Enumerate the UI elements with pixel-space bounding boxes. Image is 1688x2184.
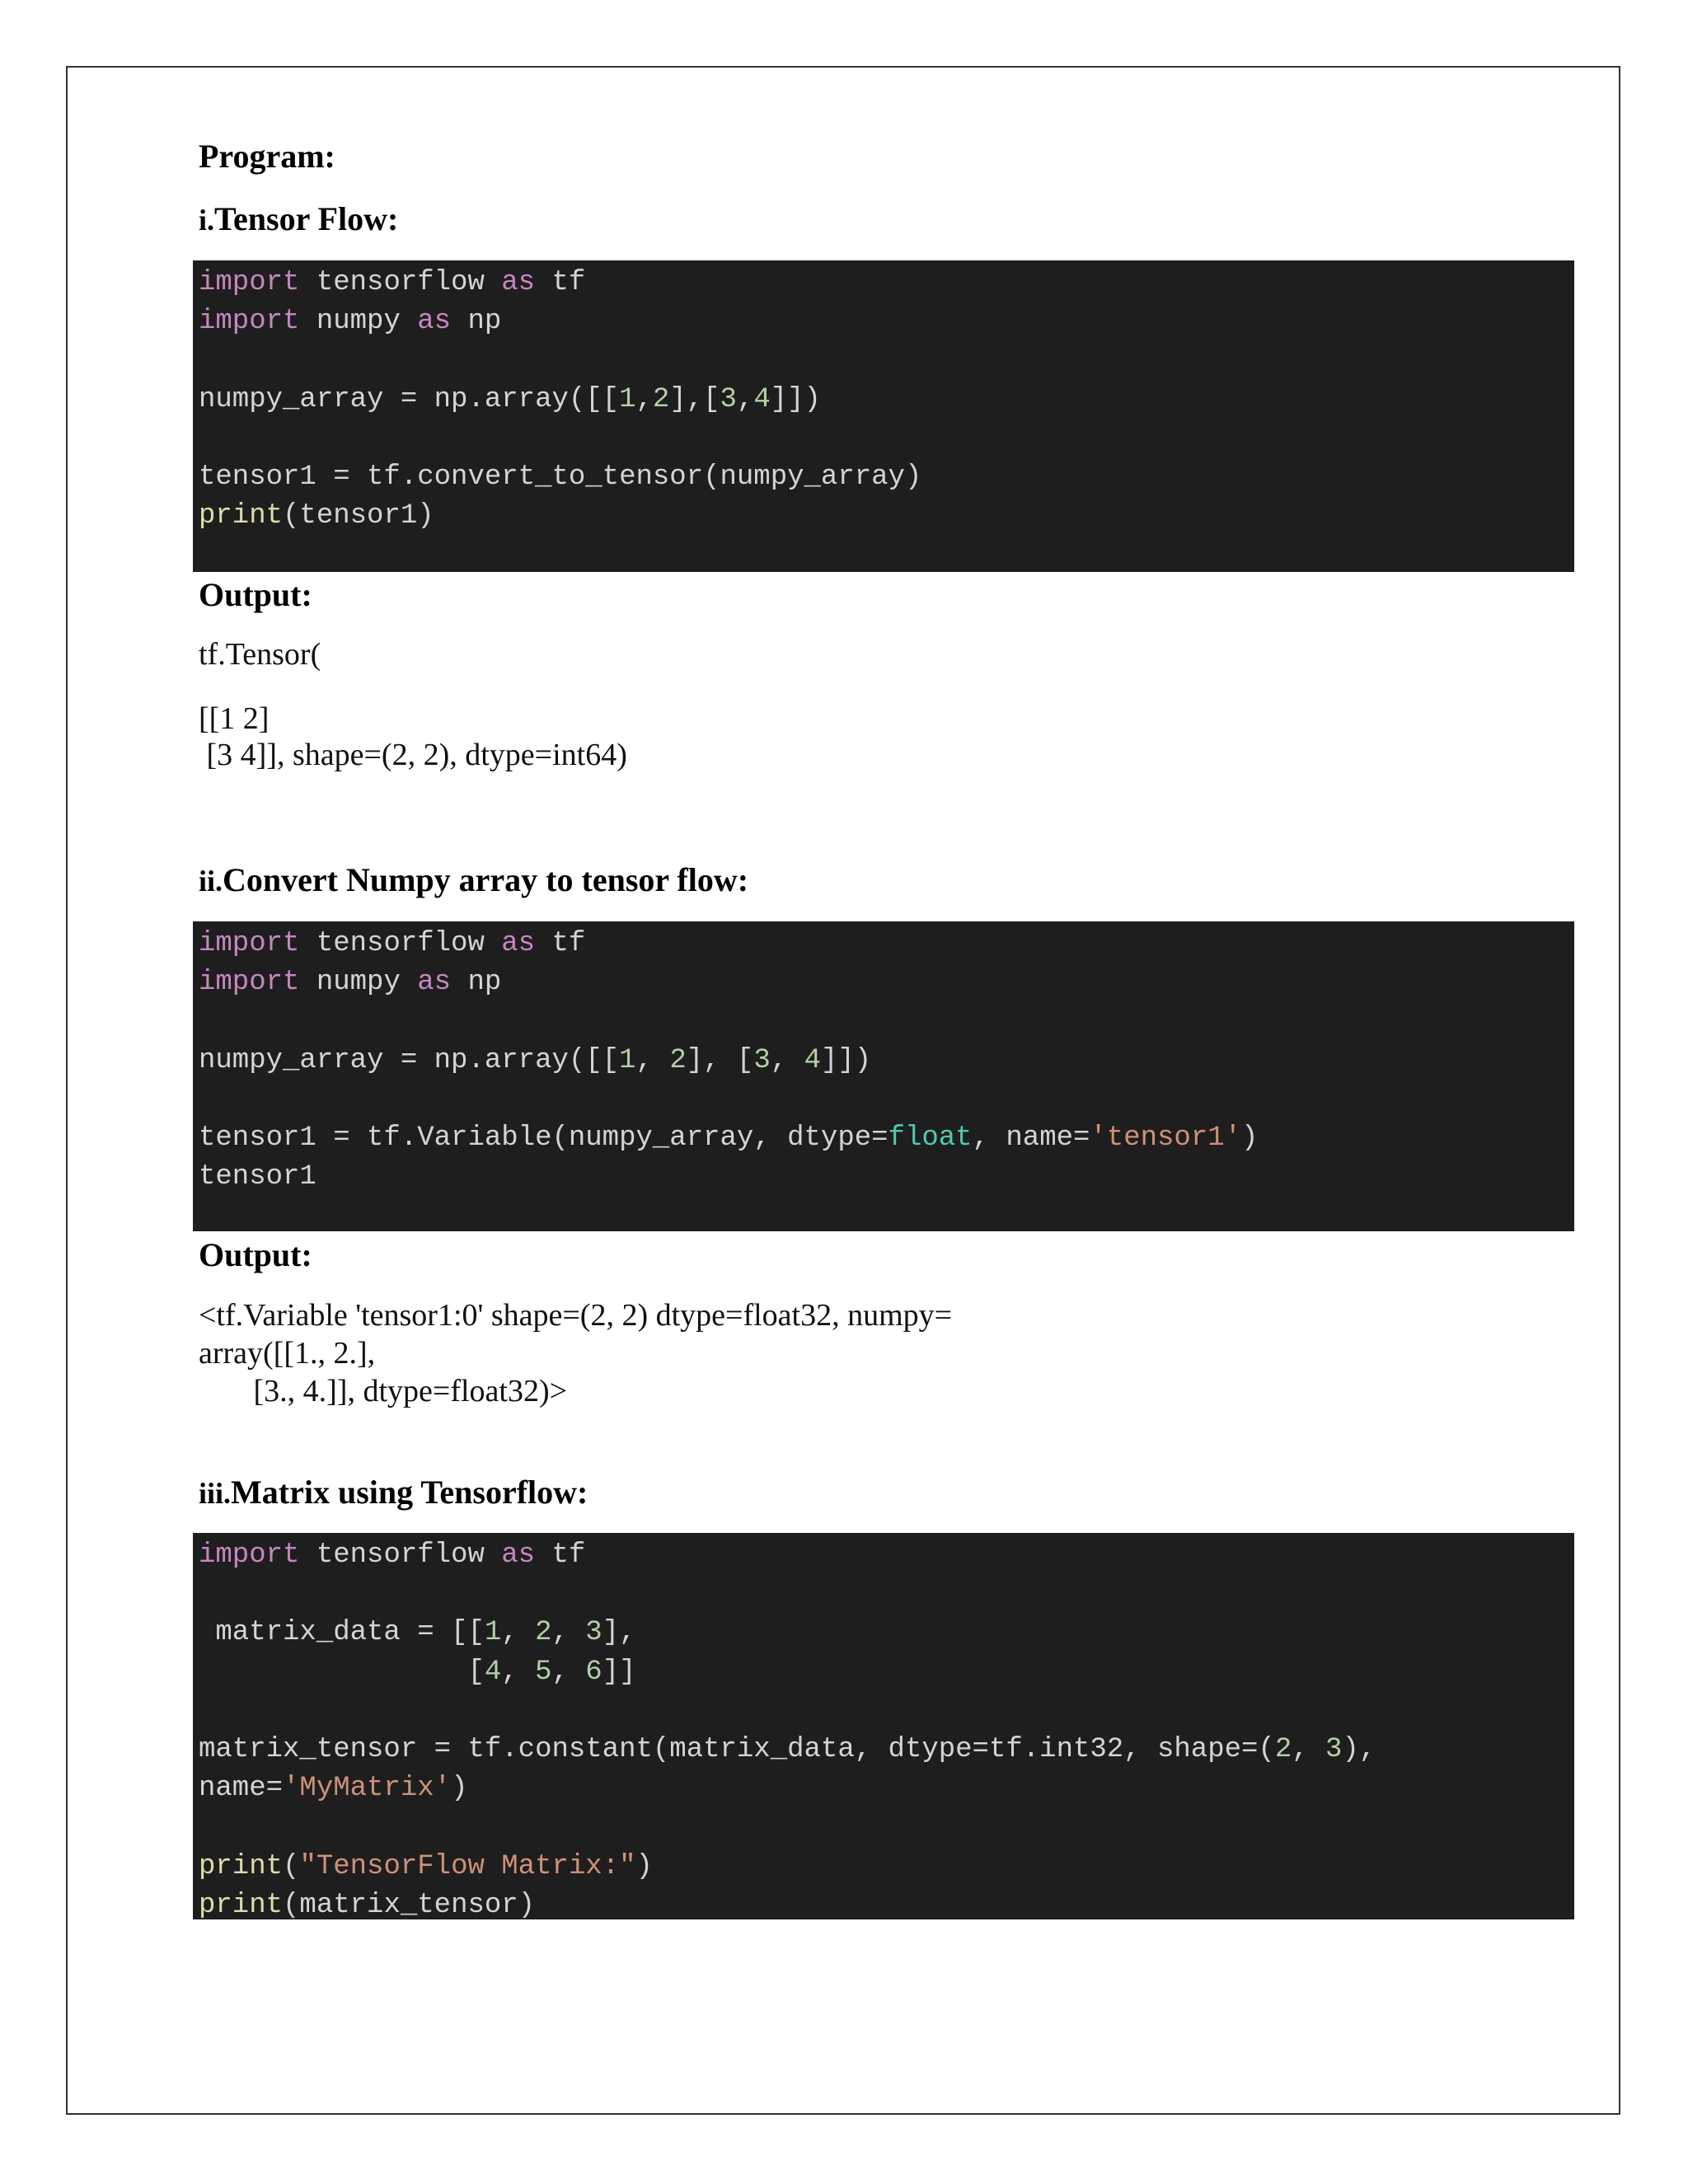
code-token: float xyxy=(888,1122,973,1154)
code-token: , xyxy=(551,1617,586,1649)
code-token: print xyxy=(199,1889,284,1921)
code-token: ],[ xyxy=(669,383,720,415)
output-line-1-2: [[1 2] xyxy=(199,701,270,736)
page-title: Program: xyxy=(199,138,335,175)
code-token: , name= xyxy=(972,1122,1090,1154)
code-token: tf xyxy=(535,928,586,959)
code-line xyxy=(199,269,585,297)
code-token: np xyxy=(451,306,502,338)
code-token: import xyxy=(199,967,300,999)
code-line xyxy=(199,463,921,491)
code-token: as xyxy=(417,306,452,338)
code-token: 3 xyxy=(585,1617,603,1649)
code-token: 1 xyxy=(484,1617,502,1649)
code-token: tf xyxy=(535,1540,586,1571)
code-token: 2 xyxy=(669,1044,687,1076)
code-token: print xyxy=(199,500,284,532)
code-token: ]]) xyxy=(770,383,821,415)
section-heading-2 xyxy=(199,861,749,898)
code-token: 4 xyxy=(804,1044,821,1076)
code-token: numpy xyxy=(299,306,418,338)
section-title-2: Convert Numpy array to tensor flow: xyxy=(223,861,749,898)
code-token: 5 xyxy=(535,1656,552,1688)
output-line-2-3: [3., 4.]], dtype=float32)> xyxy=(199,1374,568,1408)
code-token: tensor1 = tf.convert_to_tensor(numpy_array) xyxy=(199,462,922,493)
code-token: 2 xyxy=(535,1617,552,1649)
code-token: 1 xyxy=(619,1044,636,1076)
code-token: ) xyxy=(635,1850,653,1882)
section-number-2: ii. xyxy=(199,865,223,898)
output-line-2-1: <tf.Variable 'tensor1:0' shape=(2, 2) dtype=float32, numpy= xyxy=(199,1298,953,1333)
code-token: print xyxy=(199,1850,284,1882)
section-number-3: iii. xyxy=(199,1477,232,1510)
code-token: tensorflow xyxy=(299,928,502,959)
code-token: 'tensor1' xyxy=(1090,1122,1242,1154)
section-heading-3 xyxy=(199,1476,588,1509)
code-token: , xyxy=(635,383,653,415)
code-line xyxy=(199,1163,316,1191)
code-token: tensor1 xyxy=(199,1161,316,1193)
code-line xyxy=(199,383,821,415)
code-line xyxy=(199,1044,872,1076)
code-token: ], xyxy=(602,1617,636,1649)
code-token: 3 xyxy=(1325,1734,1343,1765)
code-token: numpy xyxy=(299,967,418,999)
code-token: as xyxy=(501,1540,536,1571)
code-token: 1 xyxy=(619,383,636,415)
code-token: 6 xyxy=(585,1656,603,1688)
code-token: 'MyMatrix' xyxy=(283,1773,452,1805)
code-token: , xyxy=(770,1044,804,1076)
output-line-1-1: tf.Tensor( xyxy=(199,637,321,672)
code-token: tensorflow xyxy=(299,267,502,298)
code-token: tensor1 = tf.Variable(numpy_array, dtype= xyxy=(199,1122,889,1154)
code-token: ) xyxy=(1241,1122,1259,1154)
section-number-1: i. xyxy=(199,204,215,237)
code-line xyxy=(199,1736,1376,1764)
code-token: matrix_tensor = tf.constant(matrix_data, dtype=tf.int32, shape=( xyxy=(199,1734,1275,1765)
code-token: np xyxy=(451,967,502,999)
code-line xyxy=(199,1850,653,1882)
code-token: numpy_array = np.array([[ xyxy=(199,383,620,415)
code-line xyxy=(199,930,585,958)
code-token: 4 xyxy=(484,1656,502,1688)
code-token: tf xyxy=(535,267,586,298)
code-token: tensorflow xyxy=(299,1540,502,1571)
code-token: , xyxy=(635,1044,670,1076)
code-token: , xyxy=(501,1617,536,1649)
code-token: , xyxy=(501,1656,536,1688)
code-token: 2 xyxy=(652,383,670,415)
code-line xyxy=(199,1619,636,1647)
code-token: ], [ xyxy=(686,1044,754,1076)
code-token: numpy_array = np.array([[ xyxy=(199,1044,620,1076)
code-token: import xyxy=(199,928,300,959)
code-token: matrix_data = [[ xyxy=(199,1617,485,1649)
code-token: [ xyxy=(199,1656,485,1688)
code-token: import xyxy=(199,1540,300,1571)
code-token: , xyxy=(551,1656,586,1688)
code-token: as xyxy=(501,267,536,298)
code-token: as xyxy=(417,967,452,999)
code-token: 4 xyxy=(753,383,771,415)
code-token: as xyxy=(501,928,536,959)
code-line xyxy=(199,1124,1258,1152)
code-token: (matrix_tensor) xyxy=(283,1889,536,1921)
code-token: name= xyxy=(199,1773,284,1805)
code-block-3 xyxy=(193,1533,1574,1919)
code-token: ]]) xyxy=(820,1044,872,1076)
code-line xyxy=(199,1773,468,1805)
code-token: (tensor1) xyxy=(283,500,434,532)
output-label-2: Output: xyxy=(199,1236,312,1273)
code-token: ]] xyxy=(602,1656,636,1688)
code-line xyxy=(199,306,502,338)
section-title-3: Matrix using Tensorflow: xyxy=(231,1474,588,1511)
output-label-1: Output: xyxy=(199,576,312,613)
output-line-1-3: [3 4]], shape=(2, 2), dtype=int64) xyxy=(199,738,627,772)
code-line xyxy=(199,502,434,530)
section-title-1: Tensor Flow: xyxy=(214,200,399,237)
code-token: ( xyxy=(283,1850,300,1882)
code-token: import xyxy=(199,267,300,298)
code-token: , xyxy=(1292,1734,1326,1765)
code-token: , xyxy=(736,383,754,415)
code-line xyxy=(199,1541,585,1569)
section-heading-1 xyxy=(199,200,399,237)
code-token: 3 xyxy=(753,1044,771,1076)
code-token: 2 xyxy=(1274,1734,1292,1765)
output-line-2-2: array([[1., 2.], xyxy=(199,1336,376,1371)
code-token: import xyxy=(199,306,300,338)
code-token: ), xyxy=(1342,1734,1376,1765)
code-token: ) xyxy=(451,1773,468,1805)
code-block-1 xyxy=(193,260,1574,572)
code-line xyxy=(199,967,502,999)
code-token: 3 xyxy=(720,383,737,415)
code-block-2 xyxy=(193,921,1574,1231)
code-line xyxy=(199,1891,535,1919)
code-token: "TensorFlow Matrix:" xyxy=(299,1850,636,1882)
code-line xyxy=(199,1658,636,1686)
